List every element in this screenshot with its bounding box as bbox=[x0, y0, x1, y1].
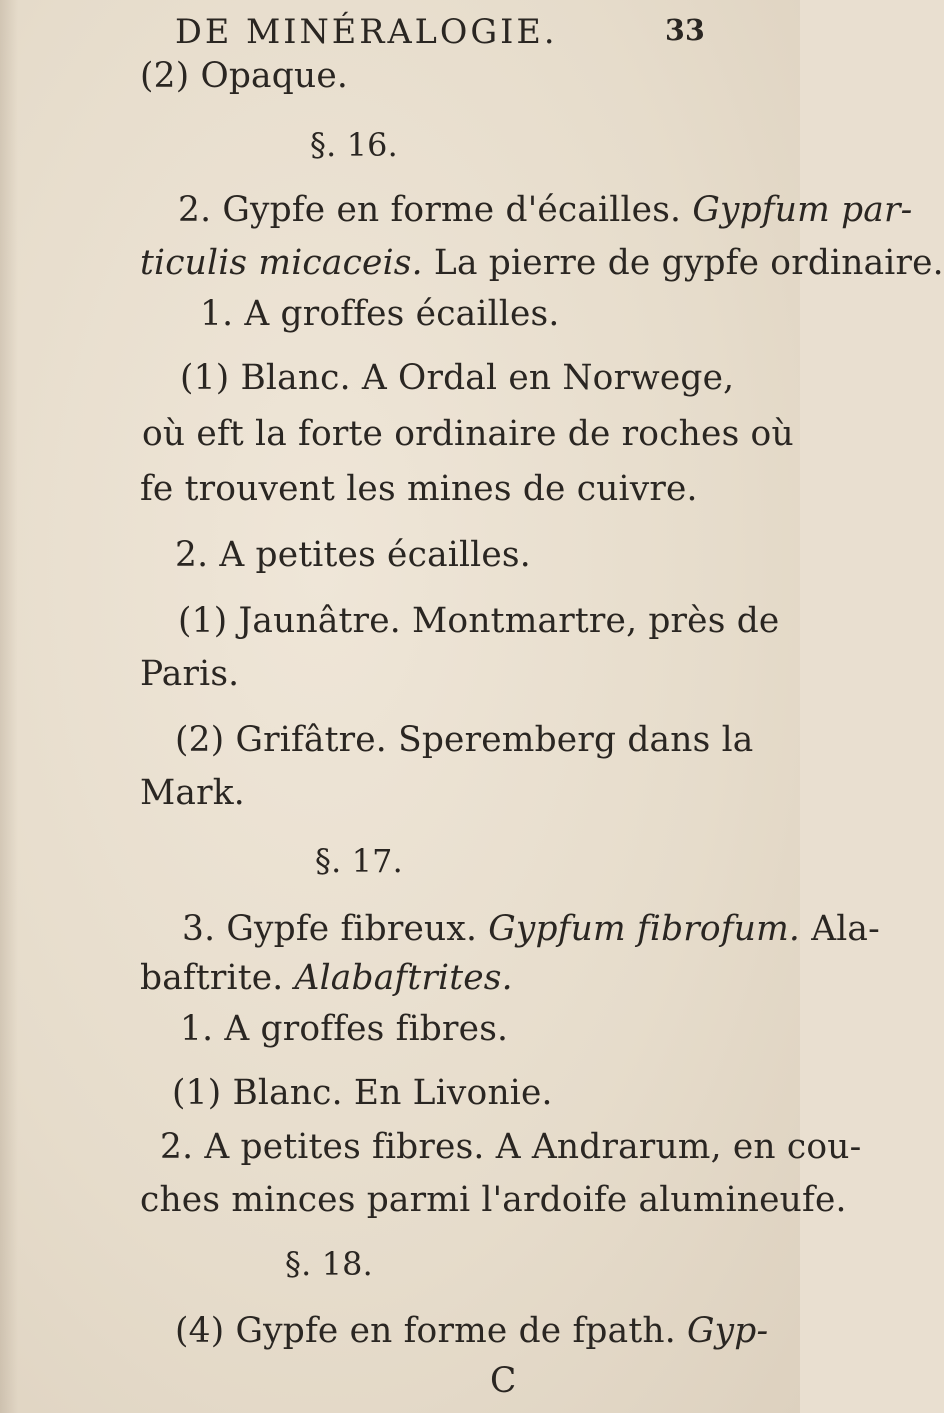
text-span: (4) Gypfe en forme de fpath. bbox=[175, 1311, 687, 1351]
text-line: (1) Blanc. A Ordal en Norwege, bbox=[180, 358, 735, 398]
text-line: (2) Grifâtre. Speremberg dans la bbox=[175, 720, 754, 760]
text-span: 2. Gypfe en forme d'écailles. bbox=[178, 190, 693, 230]
text-line: (2) Opaque. bbox=[140, 56, 349, 96]
latin-term: ticulis micaceis. bbox=[140, 243, 423, 283]
page-number: 33 bbox=[665, 13, 706, 47]
text-span: La pierre de gypfe ordinaire. bbox=[422, 243, 944, 283]
latin-term: Alabaftrites. bbox=[294, 958, 513, 998]
text-line: 2. A petites écailles. bbox=[175, 535, 531, 575]
page-edge-shadow bbox=[0, 0, 18, 1413]
text-line bbox=[140, 243, 944, 283]
running-header: DE MINÉRALOGIE. bbox=[175, 12, 558, 51]
text-line bbox=[178, 190, 913, 230]
text-line bbox=[140, 958, 513, 998]
text-line bbox=[182, 909, 880, 949]
section-heading: §. 16. bbox=[310, 127, 398, 164]
text-line: fe trouvent les mines de cuivre. bbox=[140, 469, 698, 509]
section-heading: §. 17. bbox=[315, 843, 403, 880]
section-heading: §. 18. bbox=[285, 1246, 373, 1283]
text-line: (1) Jaunâtre. Montmartre, près de bbox=[178, 601, 780, 641]
text-line bbox=[175, 1311, 769, 1351]
latin-term: Gypfum par- bbox=[692, 190, 913, 230]
text-line: 1. A groffes fibres. bbox=[180, 1009, 509, 1049]
signature-mark: C bbox=[490, 1361, 517, 1401]
text-line: (1) Blanc. En Livonie. bbox=[172, 1073, 553, 1113]
text-line: 2. A petites fibres. A Andrarum, en cou- bbox=[160, 1127, 862, 1167]
latin-term: Gypfum fibrofum. bbox=[488, 909, 801, 949]
text-span: baftrite. bbox=[140, 958, 295, 998]
text-span: 3. Gypfe fibreux. bbox=[182, 909, 489, 949]
text-line: 1. A groffes écailles. bbox=[200, 294, 560, 334]
text-line: Paris. bbox=[140, 654, 240, 694]
latin-term: Gyp- bbox=[686, 1311, 769, 1351]
text-line: ches minces parmi l'ardoife alumineufe. bbox=[140, 1180, 847, 1220]
text-line: où eft la forte ordinaire de roches où bbox=[142, 414, 794, 454]
text-span: Ala- bbox=[800, 909, 880, 949]
text-line: Mark. bbox=[140, 773, 245, 813]
